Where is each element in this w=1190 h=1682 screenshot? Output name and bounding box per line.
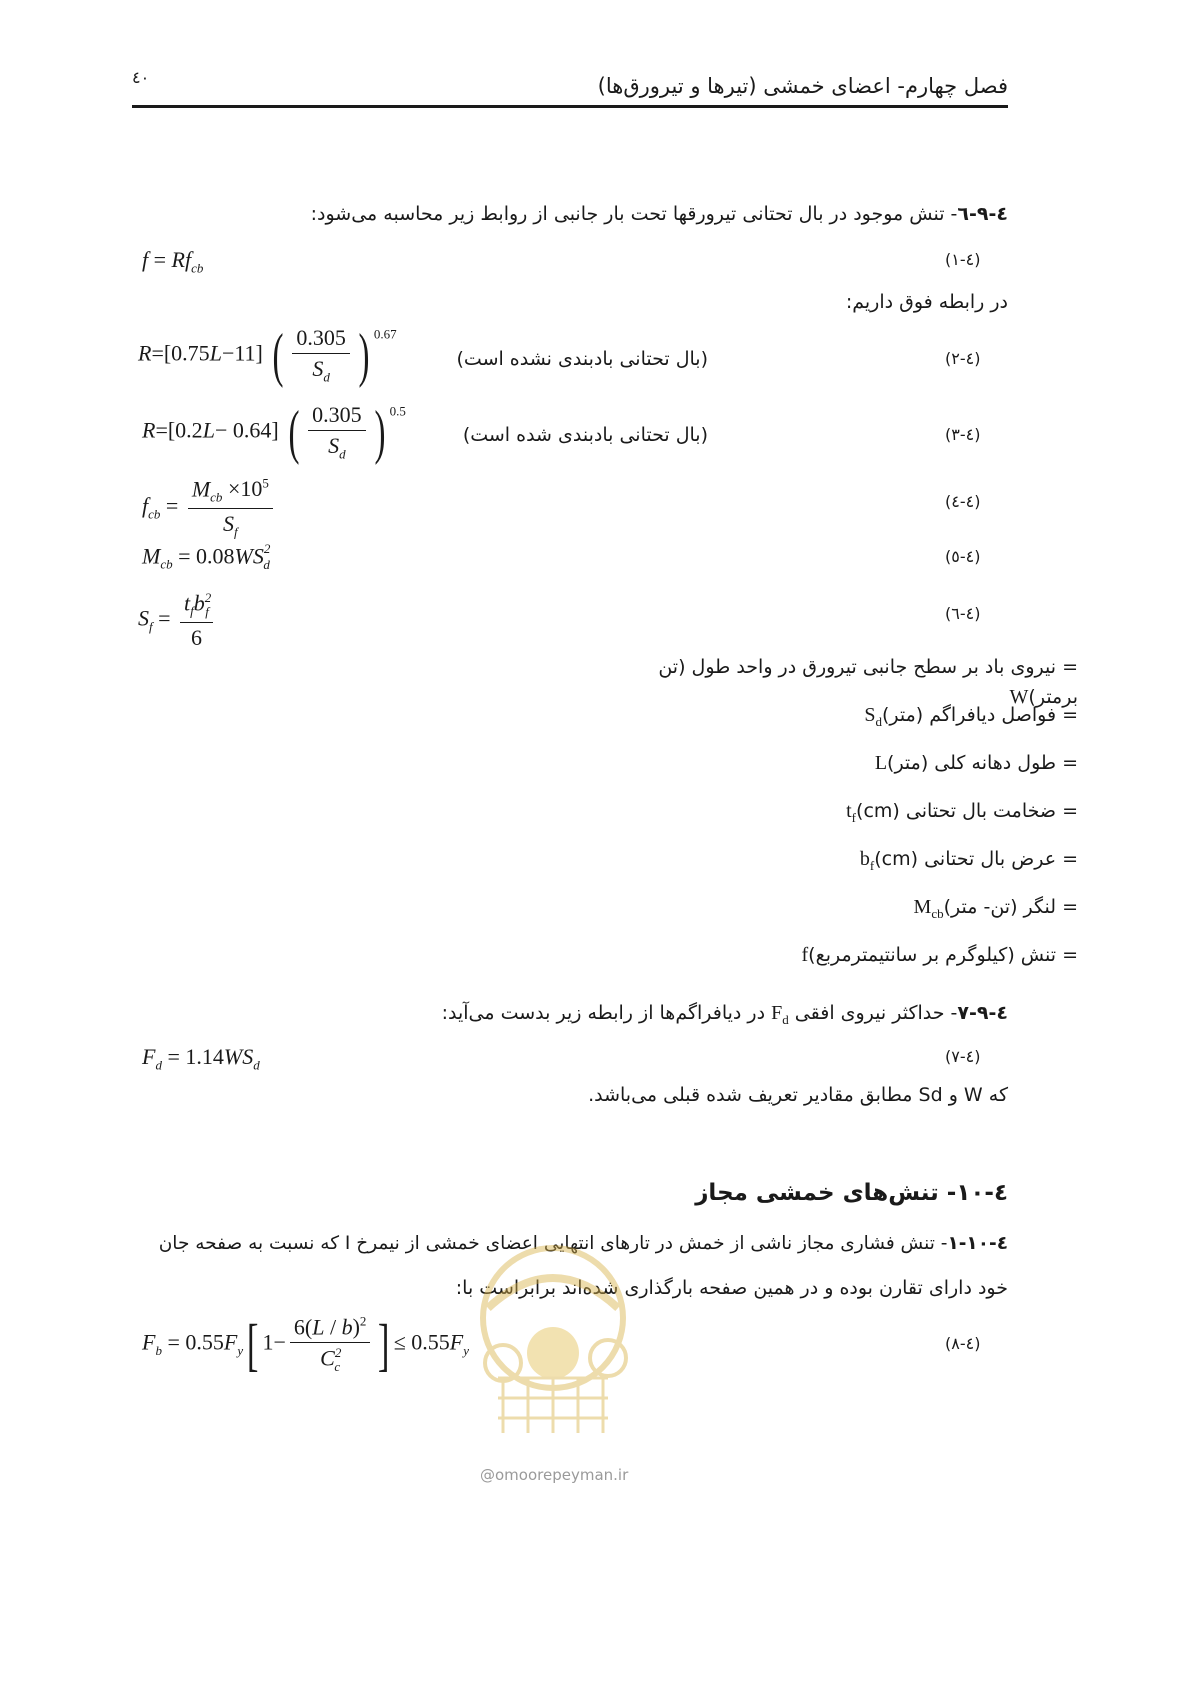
watermark-url: @omoorepeyman.ir <box>480 1466 629 1484</box>
def-mcb-text: = لنگر (تن- متر) <box>943 896 1078 918</box>
def-bf-symbol: b <box>859 848 870 870</box>
equation-4-4: $f_{cb}$ = $\frac{M_{cb} \times 10^5}{S_f}$ <box>142 476 277 540</box>
section-4-9-7-fd: F <box>771 1002 783 1024</box>
definition-tf <box>600 796 1078 844</box>
section-4-10-heading: ٤-١٠- تنش‌های خمشی مجاز <box>695 1180 1008 1206</box>
section-4-9-7-text-a: - حداکثر نیروی افقی <box>788 1002 958 1024</box>
section-4-9-7-number: ٤-٩-٧ <box>957 1002 1008 1024</box>
equation-4-7-number: (٤-٧) <box>945 1047 981 1066</box>
definition-sd <box>600 700 1078 748</box>
equation-4-3-number: (٤-٣) <box>945 425 981 444</box>
definition-l <box>600 748 1078 796</box>
eq2-exponent: 0.67 <box>373 326 397 342</box>
header-rule <box>132 105 1008 108</box>
section-4-10-1-number: ٤-١٠-١ <box>947 1233 1008 1254</box>
equation-4-6: $S_f$ = $\frac{t_fb^2_f}{6}$ <box>138 590 212 650</box>
equation-4-2-note: (بال تحتانی بادبندی نشده است) <box>456 348 708 370</box>
equation-4-6-number: (٤-٦) <box>945 604 981 623</box>
def-l-symbol: L <box>874 752 888 774</box>
def-sd-sub: d <box>875 714 882 729</box>
section-4-9-7-note: که W و Sd مطابق مقادیر تعریف شده قبلی می‌باشد. <box>588 1084 1008 1106</box>
equation-4-3-note: (بال تحتانی بادبندی شده است) <box>462 424 708 446</box>
eq2-coefficient: 0.305 <box>292 325 350 354</box>
watermark-emblem-icon <box>448 1238 658 1458</box>
def-sd-symbol: S <box>864 704 876 726</box>
def-l-text: = طول دهانه کلی (متر) <box>887 752 1078 774</box>
equation-4-3: R=[0.2L− 0.64] ( $\frac{0.305}{S_d}$ ) $^{0.5}$ <box>142 399 406 466</box>
eq3-exponent: 0.5 <box>389 403 406 419</box>
equation-4-8-number: (٤-٨) <box>945 1334 981 1353</box>
section-4-10-1-text: - تنش فشاری مجاز ناشی از خمش در تارهای انتهایی اعضای خمشی از نیمرخ I که نسبت به صفحه جان <box>158 1233 948 1254</box>
def-w-text: = نیروی باد بر سطح جانبی تیرورق در واحد طول (تن برمتر) <box>658 656 1078 708</box>
equation-4-4-number: (٤-٤) <box>945 492 981 511</box>
definition-w <box>600 652 1078 708</box>
def-mcb-symbol: M <box>913 896 932 918</box>
watermark-logo <box>448 1238 658 1458</box>
def-f-symbol: f <box>801 944 809 966</box>
section-4-9-6-paragraph <box>132 203 1008 225</box>
def-bf-sub: f <box>869 858 875 873</box>
chapter-title: فصل چهارم- اعضای خمشی (تیرها و تیرورق‌ها) <box>597 74 1008 98</box>
definition-bf <box>600 844 1078 892</box>
in-relation-text: در رابطه فوق داریم: <box>845 291 1008 313</box>
equation-4-5: $M_{cb} = 0.08WS^2_d$ <box>142 541 271 572</box>
def-sd-text: = فواصل دیافراگم (متر) <box>881 704 1078 726</box>
equation-4-2: R=[0.75L−11] ( $\frac{0.305}{S_d}$ ) $^{0.67}$ <box>138 322 397 389</box>
def-tf-text: = ضخامت بال تحتانی (cm) <box>856 800 1078 822</box>
section-4-10-1-line2: خود دارای تقارن بوده و در همین صفحه بارگذاری شده‌اند برابراست با: <box>455 1277 1008 1299</box>
section-4-9-7-text-b: در دیافراگم‌ها از رابطه زیر بدست می‌آید: <box>441 1002 772 1024</box>
section-4-9-6-text: - تنش موجود در بال تحتانی تیرورقها تحت بار جانبی از روابط زیر محاسبه می‌شود: <box>310 203 958 225</box>
def-tf-sub: f <box>851 810 857 825</box>
section-4-9-7-fd-sub: d <box>782 1012 789 1027</box>
section-4-9-7-paragraph <box>132 1002 1008 1028</box>
def-bf-text: = عرض بال تحتانی (cm) <box>874 848 1078 870</box>
equation-4-7: $F_d = 1.14WS_d$ <box>142 1044 260 1073</box>
equation-4-1: $f = Rf_{cb}$ <box>142 247 204 276</box>
def-w-symbol: W <box>1009 686 1029 708</box>
section-4-9-6-number: ٤-٩-٦ <box>957 203 1008 225</box>
def-mcb-sub: cb <box>931 906 944 921</box>
def-tf-symbol: t <box>846 800 852 822</box>
definition-mcb <box>600 892 1078 940</box>
equation-4-5-number: (٤-٥) <box>945 547 981 566</box>
equation-4-8: $F_b = 0.55F_y$[ 1− $\frac{6(L / b)^2}{C^2_c}$ ] ≤ $0.55F_y$ <box>142 1311 470 1377</box>
symbol-definitions <box>600 652 1078 988</box>
definition-f <box>600 940 1078 988</box>
equation-4-2-number: (٤-٢) <box>945 349 981 368</box>
def-f-text: = تنش (کیلوگرم بر سانتیمترمربع) <box>808 944 1078 966</box>
page-number: ٤٠ <box>132 68 150 87</box>
equation-4-1-number: (٤-١) <box>945 250 981 269</box>
